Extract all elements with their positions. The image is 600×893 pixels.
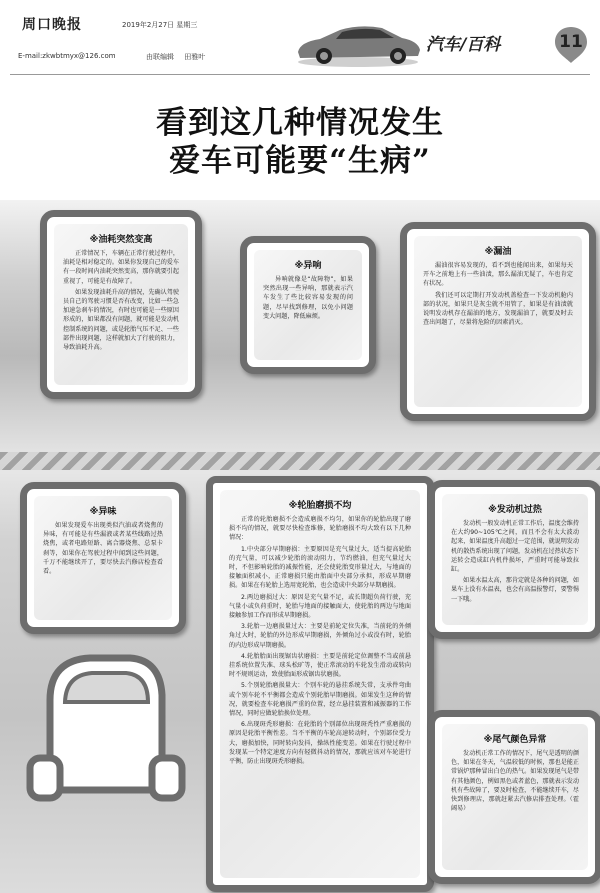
article-paragraph: 发动机正常工作的情况下，尾气是透明的颜色，如果在冬天，气温较低的时候，那也是能正常锅炉那种冒出白色的热气。如果发现尾气是带有其他颜色，例如黑色或者蓝色，那就表示发动机有些故障了，要及时检查，不能继续开车，尽快到修理店，那就赶紧去汽修店排查处理。（霍阔易）: [451, 750, 579, 813]
article-paragraph: 1.中央部分早期磨损：主要原因是充气量过大，适当提高轮胎的充气量，可以减少轮胎的滚动阻力，节约燃油，但充气量过大时，不但影响轮胎的减振性能，还会使轮胎变形量过大，与地面的接触面积减小，正常磨损只能由胎面中央部分承担，形成早期磨损。如果在有轮胎上选用宽轮胎，也会造成中央部分早期磨损。: [229, 545, 411, 590]
editor-name: 田雅叶: [184, 53, 206, 61]
article-title: ※发动机过热: [488, 505, 542, 515]
article-uneven-tire-wear: [206, 476, 434, 892]
article-title: ※漏油: [484, 247, 512, 257]
diagonal-stripe-divider: [0, 452, 600, 470]
newspaper-logo: 周口晚报: [22, 17, 82, 33]
article-title: ※油耗突然变高: [89, 235, 153, 245]
article-paragraph: 6.出现斑秃形磨损：在轮胎的个别部位出现斑秃性严重磨损的原因是轮胎平衡性差。当不平衡的车轮高速转动时，个别部位受力大，磨损加快，同时转向发抖，操纵性能变差。如果在行驶过程中发现某一个特定速度方向有轻微抖动的情况，那就应该对车轮进行平衡，防止出现斑秃形磨损。: [229, 721, 411, 766]
page-number: 11: [559, 32, 583, 52]
article-paragraph: 3.轮胎一边磨损量过大：主要是前轮定位失准，当前轮的外倾角过大时，轮胎的外边形成早期磨损，外倾角过小或没有时，轮胎的内边形成早期磨损。: [229, 623, 411, 649]
sports-car-icon: [290, 14, 425, 69]
article-title: ※尾气颜色异常: [483, 735, 547, 745]
article-paragraph: 如果发现爱车出现类似汽油或者烧焦的异味，有可能是有些漏液或者某些线路过热烧焦，或者电路短路、离合器烧焦、总泵卡刹等，如果你在驾驶过程中闻到这些问题，千万不能继续开了，要尽快去汽修店检查看看。: [43, 522, 163, 576]
article-title: ※轮胎磨损不均: [288, 501, 352, 511]
article-exhaust-color: [428, 710, 600, 884]
article-paragraph: 正常情况下，车辆在正常行驶过程中，油耗是相对稳定的。如果你发现自己的爱车有一段时间内油耗突然变高，那你就要引起重视了，可能是有故障了。: [63, 250, 179, 285]
article-paragraph: 如果发现油耗升高的情况，先确认驾驶员自己的驾驶习惯是否有改变，比如一些急加速急刹车的情况，有时也可能是一些原因形成的，如果都没有问题，就可能是发动机控制系统的问题，或是轮胎气压不足、一些部件出现问题，这样就加大了行驶的阻力，导致油耗升高。: [63, 288, 179, 352]
headline-line: 看到这几种情况发生: [156, 105, 444, 141]
article-paragraph: 2.两边磨损过大：原因是充气量不足，或长期超负荷行驶，充气量小或负荷重时，轮胎与地面的接触面大，使轮胎的两边与地面接触参加工作而形成早期磨损。: [229, 593, 411, 620]
article-title: ※异味: [89, 507, 117, 517]
article-paragraph: 5.个别轮胎磨损量大：个别车轮的悬挂系统失常，支承件弯曲或个别车轮不平衡都会造成个别轮胎早期磨损。如果发生这种的情况，就要检查车轮磨损严重的位置，经立悬挂装置和减振器的工作情况，同时应做轮胎换位处理。: [229, 682, 411, 718]
article-fuel-consumption: [40, 210, 202, 399]
masthead-divider: [10, 74, 590, 75]
issue-date: 2019年2月27日 星期三: [122, 21, 198, 29]
article-paragraph: 如果水温太高，那肯定就是各种的问题，如果车上没有水温表，也会有高温报警灯，要警惕一下哦。: [451, 577, 579, 603]
editor-credits: [146, 52, 213, 62]
article-paragraph: 发动机一般发动机正常工作后，温度会维持在大约90~105℃之间，而且不会有太大波动起来，如果温度升高超过一定范围，就说明发动机的散热系统出现了问题，发动机在过热状态下运转会造成缸内机件损坏，严重时可能导致拉缸。: [451, 520, 579, 574]
article-oil-leak: [400, 222, 596, 421]
headline-line: 爱车可能要“生病”: [169, 143, 431, 179]
article-paragraph: 我们还可以定期打开发动机盖检查一下发动机舱内部的状况，如果只是灰尘就不用管了，如果是有油渍就说明发动机存在漏油的地方，发现漏油了，就要及时去查出问题了，尽量将危险的因素消灭。: [423, 291, 573, 327]
article-odd-smell: [20, 482, 186, 634]
editor-name: 由联编辑: [146, 53, 174, 61]
section-title: 汽车/百科: [426, 35, 501, 55]
car-outline-icon: [20, 640, 190, 810]
article-abnormal-noise: [240, 236, 376, 374]
article-paragraph: 4.轮胎胎面出现锯齿状磨损：主要是前轮定位调整不当或前悬挂系统位置失准、球头松旷等，使正常滚动的车轮发生滑动或转向时不规则运动，致使胎面形成锯齿状磨损。: [229, 652, 411, 679]
article-engine-overheating: [428, 480, 600, 639]
headline: [0, 104, 600, 180]
article-paragraph: 漏油很容易发现的，看不到也能闻出来，如果每天开车之前地上有一些油渍，那么漏油无疑了，车也肯定有状况。: [423, 262, 573, 288]
contact-email: E-mail:zkwbtmyx@126.com: [18, 52, 116, 60]
article-paragraph: 正常的轮胎磨损不会造成磨损不均匀，如果你的轮胎出现了磨损不均的情况，就要尽快检查维修，轮胎磨损不均大致有以下几种情况：: [229, 516, 411, 542]
article-paragraph: 异响就像是“故障物”，如果突然出现一些异响，那就表示汽车发生了些比较容易发现的问题，尽早找到修理，以免小问题变大问题，降低麻烦。: [263, 276, 353, 320]
article-title: ※异响: [294, 261, 322, 271]
